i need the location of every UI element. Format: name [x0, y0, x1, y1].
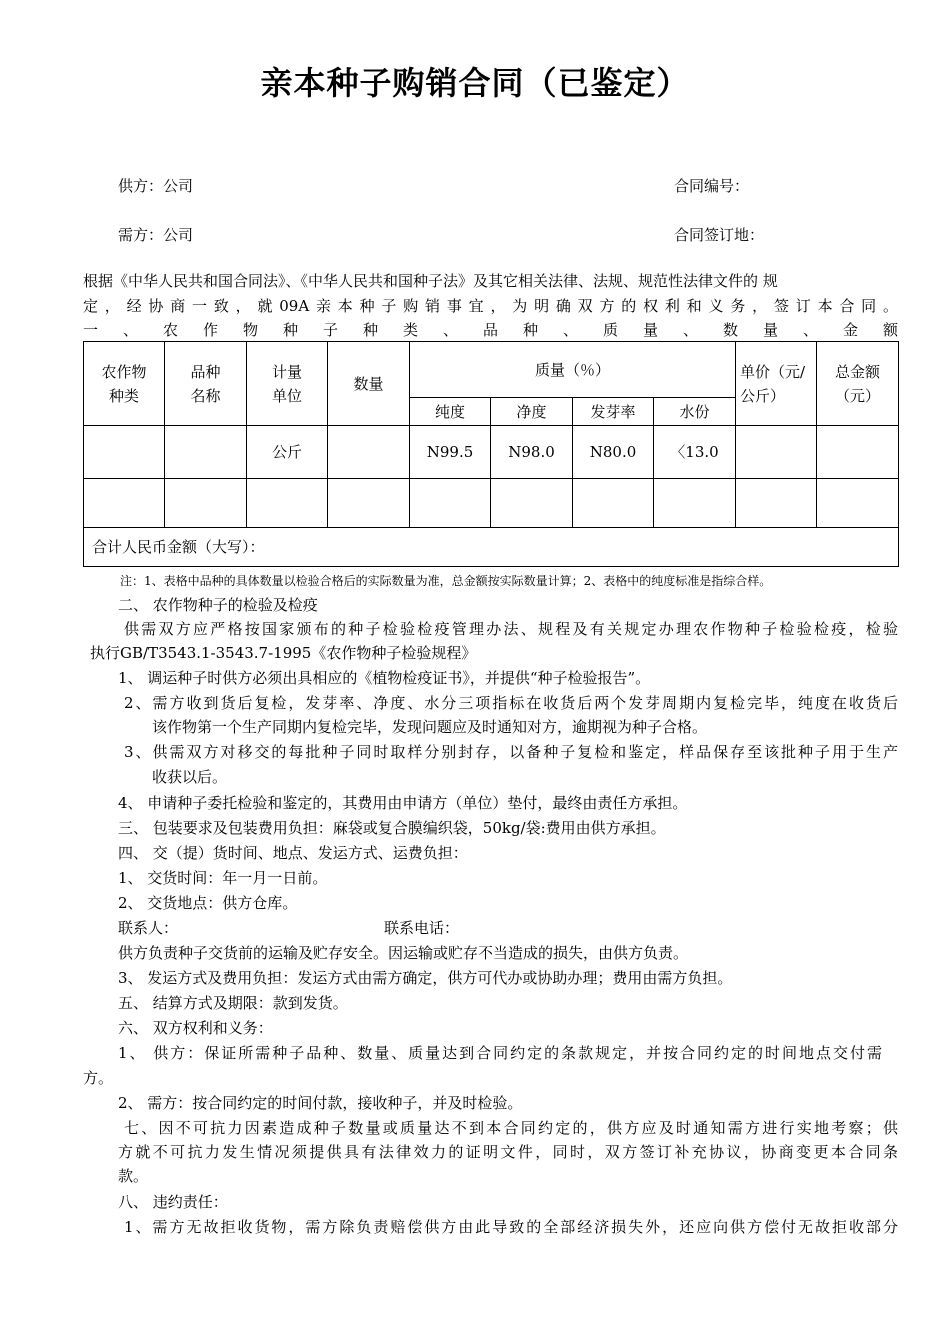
section-8-title: 八、 违约责任：: [118, 1193, 228, 1211]
cell-unit: 公斤: [247, 426, 328, 479]
header-total: 总金额（元）: [817, 342, 899, 426]
empty-cell: [491, 479, 573, 528]
section-2-item-3-line-2: 收获以后。: [152, 768, 228, 786]
empty-cell: [654, 479, 736, 528]
buyer-label: 需方：公司: [118, 226, 194, 244]
section-7-line-1: 七、因不可抗力因素造成种子数量或质量达不到本合同约定的，供方应及时通知需方进行实地考察；供: [124, 1119, 898, 1137]
header-moisture: 水份: [654, 398, 736, 426]
section-6-item-1-line-2: 方。: [83, 1069, 114, 1087]
empty-cell: [573, 479, 654, 528]
cell-quantity: [328, 426, 410, 479]
section-6-title: 六、 双方权利和义务：: [118, 1019, 273, 1037]
empty-cell: [410, 479, 491, 528]
section-2-item-4: 4、 申请种子委托检验和鉴定的，其费用由申请方（单位）垫付，最终由责任方承担。: [118, 794, 688, 812]
section-8-item-1: 1、需方无故拒收货物，需方除负责赔偿供方由此导致的全部经济损失外，还应向供方偿付无故拒收部分: [124, 1218, 898, 1236]
sign-place-label: 合同签订地：: [674, 226, 765, 244]
table-note: 注：1、表格中品种的具体数量以检验合格后的实际数量为准，总金额按实际数量计算；2、表格中的纯度标准是指综合样。: [120, 574, 772, 588]
cell-germination: N80.0: [573, 426, 654, 479]
section-7-line-3: 款。: [118, 1167, 149, 1185]
contract-number-label: 合同编号：: [674, 177, 750, 195]
seed-table: [83, 341, 899, 567]
cell-price: [736, 426, 817, 479]
section-5: 五、 结算方式及期限：款到发货。: [118, 994, 348, 1012]
header-unit: 计量单位: [247, 342, 328, 426]
section-4-item-2: 2、 交货地点：供方仓库。: [118, 894, 298, 912]
header-germination: 发芽率: [573, 398, 654, 426]
cell-total: [817, 426, 899, 479]
section-3: 三、 包装要求及包装费用负担：麻袋或复合膜编织袋，50kg/袋:费用由供方承担。: [118, 819, 666, 837]
header-purity: 纯度: [410, 398, 491, 426]
header-cleanliness: 净度: [491, 398, 573, 426]
header-quality: 质量（％）: [410, 342, 736, 398]
section-6-item-2: 2、 需方：按合同约定的时间付款，接收种子，并及时检验。: [118, 1094, 523, 1112]
section-2-para-line-2: 执行GB/T3543.1-3543.7-1995《农作物种子检验规程》: [90, 644, 477, 662]
contact-label: 联系人：: [118, 919, 179, 937]
section-4-item-3: 3、 发运方式及费用负担：发运方式由需方确定，供方可代办或协助办理；费用由需方负担。: [118, 969, 733, 987]
document-title: 亲本种子购销合同（已鉴定）: [260, 64, 690, 102]
header-price: 单价（元/公斤）: [736, 342, 817, 426]
section-2-title: 二、 农作物种子的检验及检疫: [118, 596, 318, 614]
section-4-title: 四、 交（提）货时间、地点、发运方式、运费负担：: [118, 844, 468, 862]
supplier-label: 供方：公司: [118, 177, 194, 195]
cell-crop: [84, 426, 165, 479]
intro-line-2: 定，经协商一致，就09A亲本种子购销事宜，为明确双方的权利和义务，签订本合同。: [83, 297, 898, 315]
section-1-title: 一、农作物种子种类、品种、质量、数量、金额: [83, 321, 898, 339]
empty-cell: [817, 479, 899, 528]
section-2-para-line-1: 供需双方应严格按国家颁布的种子检验检疫管理办法、规程及有关规定办理农作物种子检验检疫，检验: [124, 620, 898, 638]
cell-variety: [165, 426, 247, 479]
empty-cell: [165, 479, 247, 528]
header-variety: 品种名称: [165, 342, 247, 426]
empty-cell: [84, 479, 165, 528]
section-7-line-2: 方就不可抗力发生情况须提供具有法律效力的证明文件，同时，双方签订补充协议，协商变更本合同条: [118, 1143, 898, 1161]
header-crop: 农作物种类: [84, 342, 165, 426]
section-2-item-3-line-1: 3、供需双方对移交的每批种子同时取样分别封存，以备种子复检和鉴定，样品保存至该批种子用于生产: [124, 743, 898, 761]
empty-cell: [247, 479, 328, 528]
empty-cell: [736, 479, 817, 528]
cell-purity: N99.5: [410, 426, 491, 479]
section-2-item-2-line-1: 2、需方收到货后复检，发芽率、净度、水分三项指标在收货后两个发芽周期内复检完毕，纯度在收货后: [124, 694, 898, 712]
section-4-para: 供方负责种子交货前的运输及贮存安全。因运输或贮存不当造成的损失，由供方负责。: [118, 944, 689, 962]
phone-label: 联系电话：: [384, 919, 460, 937]
section-6-item-1-line-1: 1、 供方：保证所需种子品种、数量、质量达到合同约定的条款规定，并按合同约定的时间地点交付需: [118, 1044, 882, 1062]
section-2-item-2-line-2: 该作物第一个生产同期内复检完毕，发现问题应及时通知对方，逾期视为种子合格。: [152, 718, 708, 736]
cell-moisture: 〈13.0: [654, 426, 736, 479]
section-2-item-1: 1、 调运种子时供方必须出具相应的《植物检疫证书》，并提供“种子检验报告”。: [118, 669, 651, 687]
header-quantity: 数量: [328, 342, 410, 426]
total-amount-label: 合计人民币金额（大写）：: [84, 528, 899, 567]
empty-cell: [328, 479, 410, 528]
intro-line-1: 根据《中华人民共和国合同法》、《中华人民共和国种子法》及其它相关法律、法规、规范性法律文件的 规: [83, 272, 778, 290]
cell-cleanliness: N98.0: [491, 426, 573, 479]
section-4-item-1: 1、 交货时间：年一月一日前。: [118, 869, 328, 887]
